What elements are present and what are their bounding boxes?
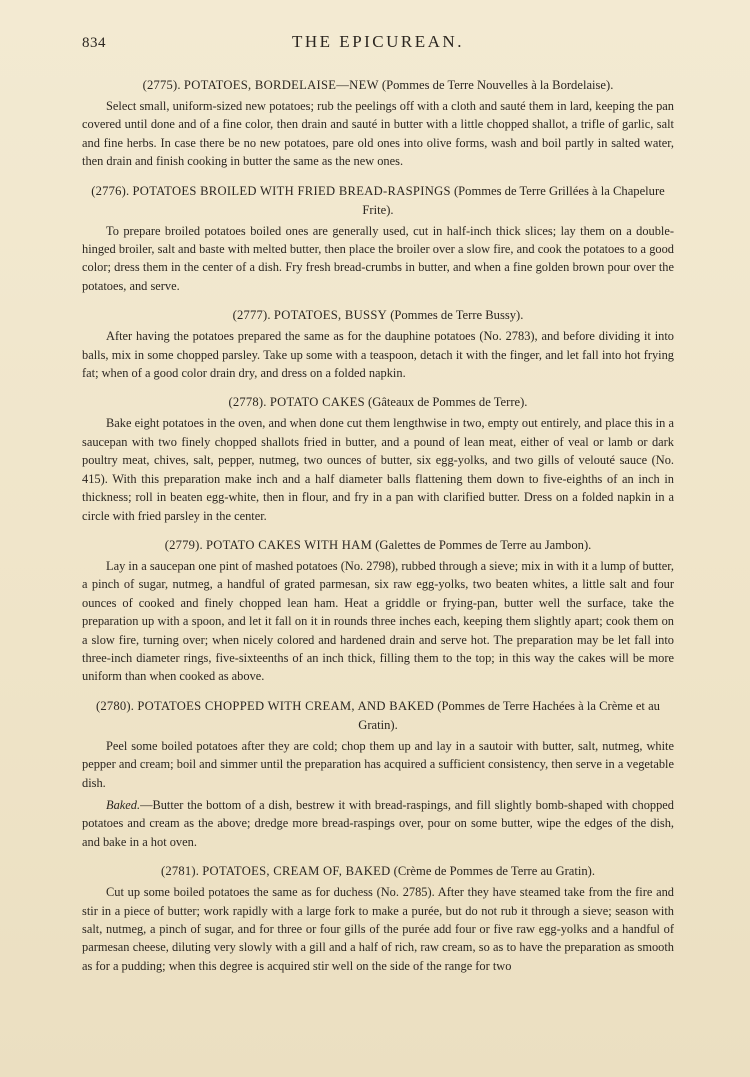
recipe-french-title: (Pommes de Terre Grillées à la Chapelure Frite). [362,183,665,217]
recipe-french-title: (Gâteaux de Pommes de Terre). [368,395,528,410]
recipe-french-title: (Pommes de Terre Nouvelles à la Bordelaise). [381,78,614,92]
recipe-number: (2778). [228,395,267,410]
recipe-paragraph [82,414,674,524]
recipe-entry [82,536,674,686]
recipe-paragraph [82,222,674,296]
recipe-entry [82,862,674,975]
recipe-french-title: (Pommes de Terre Hachées à la Crème et au Gratin). [358,698,660,732]
page-number: 834 [82,35,106,51]
recipe-title: POTATOES, BUSSY [273,308,388,323]
recipe-title: POTATOES, CREAM OF, BAKED [202,864,391,879]
recipe-french-title: (Galettes de Pommes de Terre au Jambon). [375,537,592,552]
recipe-heading [82,536,674,555]
recipe-paragraph [82,796,674,851]
paragraph-text: —Butter the bottom of a dish, bestrew it with bread-raspings, and fill slightly bomb-shaped with chopped potatoes and cream as the above; dredge more bread-raspings over, pour on some butter, wipe the edges of the dish, and bake in a hot oven. [82,797,674,849]
recipe-title: POTATOES BROILED WITH FRIED BREAD-RASPINGS [132,183,451,198]
recipe-heading [82,862,674,881]
recipe-paragraph [82,97,674,171]
recipe-number: (2780). [96,698,135,713]
paragraph-text: After having the potatoes prepared the same as for the dauphine potatoes (No. 2783), and before dividing it into balls, mix in some chopped parsley. Take up some with a teaspoon, detach it with the finger, and let fall into hot frying fat; when of a good color drain dry, and dress on a folded napkin. [82,329,674,381]
paragraph-text: Bake eight potatoes in the oven, and when done cut them lengthwise in two, empty out entirely, and place this in a saucepan with two finely chopped shallots fried in butter, and a pound of lean meat, either of veal or lamb or dark poultry meat, chives, salt, pepper, nutmeg, two ounces of butter, six egg-yolks, and two gills of velouté sauce (No. 415). With this preparation make inch and a half diameter balls flattening them down to five-eighths of an inch in thickness; roll in beaten egg-white, then in flour, and fry in a pan with clarified butter. Dress on a folded napkin in a circle with fried parsley in the center. [82,416,674,523]
paragraph-text: To prepare broiled potatoes boiled ones are generally used, cut in half-inch thick slices; lay them on a double-hinged broiler, salt and baste with melted butter, then place the broiler over a slow fire, and cook the potatoes to a good color; dress them in the center of a dish. Fry fresh bread-crumbs in butter, and when a fine golden brown pour over the potatoes, and serve. [82,223,674,293]
recipe-heading [82,182,674,220]
recipe-heading [82,306,674,325]
recipe-entry [82,306,674,382]
recipe-entry [82,182,674,296]
recipe-heading [82,76,674,95]
running-title: THE EPICUREAN. [292,32,464,51]
recipe-title: POTATOES, BORDELAISE—NEW [183,78,379,92]
recipe-entry [82,76,674,171]
recipe-paragraph [82,883,674,975]
recipe-number: (2776). [91,183,130,198]
recipe-number: (2779). [164,537,203,552]
recipe-paragraph [82,737,674,792]
recipe-title: POTATO CAKES [269,395,365,410]
recipe-heading [82,697,674,735]
recipe-french-title: (Crème de Pommes de Terre au Gratin). [393,864,596,879]
paragraph-text: Select small, uniform-sized new potatoes; rub the peelings off with a cloth and sauté them in lard, keeping the pan covered until done and of a fine color, then drain and sauté in butter with a little chopped shallot, a trifle of garlic, salt and fine herbs. In case there be no new potatoes, pare old ones into olive forms, wash and boil partly in salted water, then drain and finish cooking in butter the same as the new ones. [82,99,674,169]
recipe-french-title: (Pommes de Terre Bussy). [390,308,524,323]
running-head [82,32,674,56]
paragraph-text: Cut up some boiled potatoes the same as for duchess (No. 2785). After they have steamed take from the fire and stir in a piece of butter; work rapidly with a large fork to make a purée, but do not rub it through a sieve; season with salt, nutmeg, a pinch of sugar, and for three or four gills of the purée add four or five raw egg-yolks and a handful of parmesan cheese, diluting very slowly with a gill and a half of rich, raw cream, so as to have the preparation as smooth as for a pudding; when this degree is acquired stir well on the side of the range for two [82,885,674,973]
paragraph-lead: Baked. [106,797,141,812]
recipe-paragraph [82,327,674,382]
recipe-number: (2781). [160,864,200,879]
paragraph-text: Lay in a saucepan one pint of mashed potatoes (No. 2798), rubbed through a sieve; mix in with it a lump of butter, a pinch of sugar, nutmeg, a handful of grated parmesan, six raw egg-yolks, two beaten whites, a little salt and four ounces of cooked and finely chopped lean ham. Heat a griddle or frying-pan, butter well the surface, take the preparation up with a spoon, and let it fall on it in rounds three inches each, keeping them slightly apart; cook them on a slow fire, turning over; when nicely colored and hardened drain and serve hot. The preparation may be let fall into three-inch diameter rings, five-sixteenths of an inch thick, filling them to the top; in this way the cakes will be more uniform than when cooked as above. [82,558,674,684]
recipe-entry [82,393,674,524]
recipe-title: POTATOES CHOPPED WITH CREAM, AND BAKED [137,698,435,713]
recipe-heading [82,393,674,412]
recipe-paragraph [82,557,674,686]
paragraph-text: Peel some boiled potatoes after they are cold; chop them up and lay in a sautoir with butter, salt, nutmeg, white pepper and cream; boil and simmer until the preparation has acquired a sufficient consistency, then serve in a vegetable dish. [82,738,674,790]
recipe-entry [82,697,674,851]
recipe-number: (2777). [232,308,271,323]
recipe-list [82,76,674,975]
recipe-number: (2775). [142,78,181,92]
recipe-title: POTATO CAKES WITH HAM [205,537,373,552]
